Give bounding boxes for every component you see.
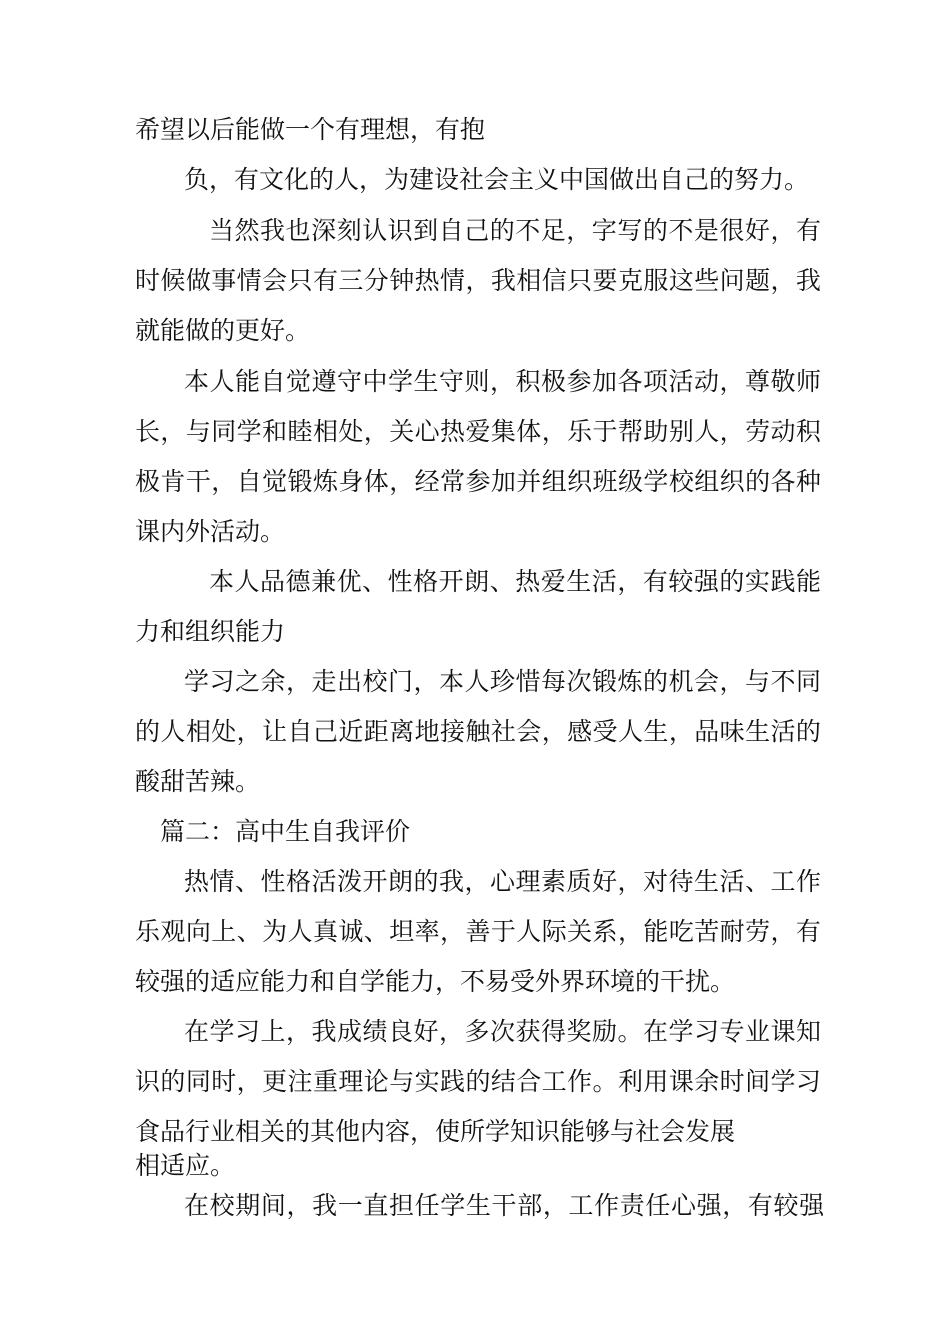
text-line: 本人品德兼优、性格开朗、热爱生活，有较强的实践能 [209,567,822,596]
text-line: 的人相处，让自己近距离地接触社会，感受人生，品味生活的 [135,717,822,746]
text-line: 学习之余，走出校门，本人珍惜每次锻炼的机会，与不同 [184,667,822,696]
text-line: 在校期间，我一直担任学生干部，工作责任心强，有较强 [184,1191,825,1220]
text-line: 本人能自觉遵守中学生守则，积极参加各项活动，尊敬师 [184,367,822,396]
text-line: 负，有文化的人，为建设社会主义中国做出自己的努力。 [184,165,810,194]
text-line: 时候做事情会只有三分钟热情，我相信只要克服这些问题，我 [135,266,822,295]
text-line: 极肯干，自觉锻炼身体，经常参加并组织班级学校组织的各种 [135,467,822,496]
text-line: 热情、性格活泼开朗的我，心理素质好，对待生活、工作 [184,867,822,896]
text-line: 识的同时，更注重理论与实践的结合工作。利用课余时间学习 [135,1067,822,1096]
text-line: 力和组织能力 [135,617,286,646]
text-line: 在学习上，我成绩良好，多次获得奖励。在学习专业课知 [184,1017,822,1046]
text-line: 希望以后能做一个有理想，有抱 [135,115,486,144]
text-line: 课内外活动。 [135,517,286,546]
text-line: 相适应。 [135,1151,236,1180]
section-heading: 篇二：高中生自我评价 [160,817,411,846]
text-line: 较强的适应能力和自学能力，不易受外界环境的干扰。 [135,967,736,996]
text-line: 当然我也深刻认识到自己的不足，字写的不是很好，有 [209,216,822,245]
text-line: 乐观向上、为人真诚、坦率，善于人际关系，能吃苦耐劳，有 [135,917,822,946]
text-line: 酸甜苦辣。 [135,767,261,796]
text-line: 食品行业相关的其他内容，使所学知识能够与社会发展 [135,1117,736,1146]
text-line: 就能做的更好。 [135,316,311,345]
text-line: 长，与同学和睦相处，关心热爱集体，乐于帮助别人，劳动积 [135,417,822,446]
